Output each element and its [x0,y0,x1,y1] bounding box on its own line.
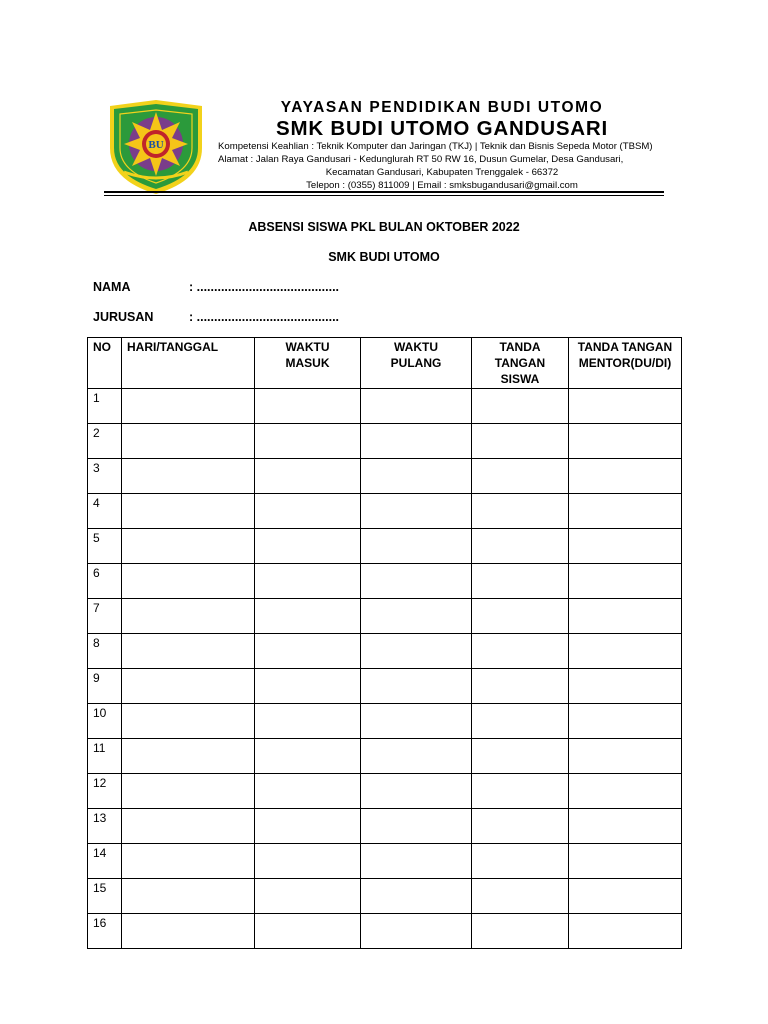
student-signature-cell [472,844,569,879]
table-row [88,459,682,494]
date-cell [122,424,255,459]
time-out-cell [361,844,472,879]
table-row [88,809,682,844]
time-out-cell [361,914,472,949]
row-number-cell: 7 [88,599,122,634]
competency-line: Kompetensi Keahlian : Teknik Komputer dan Jaringan (TKJ) | Teknik dan Bisnis Sepeda Motor (TBSM) [218,141,653,152]
row-number-cell: 10 [88,704,122,739]
table-row [88,424,682,459]
mentor-signature-cell [569,564,682,599]
student-signature-cell [472,634,569,669]
letterhead-text [218,98,666,192]
mentor-signature-cell [569,599,682,634]
time-in-cell [255,844,361,879]
row-number-cell: 12 [88,774,122,809]
time-in-cell [255,879,361,914]
time-in-cell [255,424,361,459]
time-in-cell [255,704,361,739]
row-number-cell: 9 [88,669,122,704]
row-number-cell: 4 [88,494,122,529]
time-in-cell [255,809,361,844]
mentor-signature-cell [569,879,682,914]
table-row [88,599,682,634]
address-line-2: Kecamatan Gandusari, Kabupaten Trenggalek - 66372 [325,167,559,178]
time-in-cell [255,914,361,949]
time-out-cell [361,739,472,774]
time-in-cell [255,459,361,494]
date-cell [122,389,255,424]
date-cell [122,634,255,669]
student-signature-cell [472,529,569,564]
student-signature-cell [472,389,569,424]
student-signature-cell [472,599,569,634]
row-number-cell: 13 [88,809,122,844]
table-header-row [88,338,682,389]
letterhead-rule-thick [104,191,664,193]
letterhead [0,0,768,200]
table-row [88,739,682,774]
field-value: : ......................................... [189,310,340,324]
mentor-signature-cell [569,914,682,949]
mentor-signature-cell [569,774,682,809]
mentor-signature-cell [569,634,682,669]
time-out-cell [361,424,472,459]
school-crest-logo [104,98,208,196]
document-title: ABSENSI SISWA PKL BULAN OKTOBER 2022 [248,220,520,234]
field-label: NAMA [93,280,131,294]
time-out-cell [361,459,472,494]
student-signature-cell [472,879,569,914]
field-nama [93,280,339,294]
time-out-cell [361,879,472,914]
student-signature-cell [472,459,569,494]
student-signature-cell [472,669,569,704]
student-signature-cell [472,424,569,459]
table-row [88,844,682,879]
mentor-signature-cell [569,704,682,739]
time-in-cell [255,774,361,809]
table-row [88,634,682,669]
table-row [88,914,682,949]
date-cell [122,879,255,914]
row-number-cell: 8 [88,634,122,669]
time-out-cell [361,494,472,529]
date-cell [122,914,255,949]
time-in-cell [255,669,361,704]
svg-text:BU: BU [148,139,164,151]
header-time-out: WAKTU PULANG [361,338,472,389]
time-in-cell [255,739,361,774]
mentor-signature-cell [569,389,682,424]
table-row [88,669,682,704]
date-cell [122,459,255,494]
date-cell [122,599,255,634]
date-cell [122,739,255,774]
time-out-cell [361,774,472,809]
row-number-cell: 11 [88,739,122,774]
header-student-signature: TANDA TANGAN SISWA [472,338,569,389]
date-cell [122,844,255,879]
time-in-cell [255,529,361,564]
header-date: HARI/TANGGAL [122,338,255,389]
table-row [88,529,682,564]
header-no: NO [88,338,122,389]
row-number-cell: 3 [88,459,122,494]
table-row [88,389,682,424]
mentor-signature-cell [569,529,682,564]
row-number-cell: 5 [88,529,122,564]
table-row [88,879,682,914]
time-out-cell [361,529,472,564]
student-signature-cell [472,774,569,809]
letterhead-rule-thin [104,195,664,196]
header-mentor-signature: TANDA TANGAN MENTOR(DU/DI) [569,338,682,389]
mentor-signature-cell [569,844,682,879]
table-row [88,704,682,739]
time-out-cell [361,809,472,844]
time-out-cell [361,704,472,739]
attendance-table [87,337,682,949]
mentor-signature-cell [569,669,682,704]
mentor-signature-cell [569,739,682,774]
table-row [88,564,682,599]
student-signature-cell [472,809,569,844]
field-value: : ......................................... [189,280,340,294]
time-out-cell [361,389,472,424]
mentor-signature-cell [569,809,682,844]
student-signature-cell [472,704,569,739]
time-in-cell [255,634,361,669]
student-signature-cell [472,739,569,774]
date-cell [122,564,255,599]
document-subtitle: SMK BUDI UTOMO [328,250,440,264]
time-out-cell [361,634,472,669]
time-in-cell [255,494,361,529]
date-cell [122,809,255,844]
date-cell [122,669,255,704]
field-label: JURUSAN [93,310,154,324]
time-out-cell [361,669,472,704]
student-signature-cell [472,914,569,949]
time-in-cell [255,389,361,424]
time-out-cell [361,564,472,599]
student-signature-cell [472,494,569,529]
table-row [88,494,682,529]
row-number-cell: 1 [88,389,122,424]
address-line-1: Alamat : Jalan Raya Gandusari - Kedunglurah RT 50 RW 16, Dusun Gumelar, Desa Gandusari, [218,154,624,165]
field-jurusan [93,310,339,324]
row-number-cell: 2 [88,424,122,459]
row-number-cell: 6 [88,564,122,599]
row-number-cell: 16 [88,914,122,949]
row-number-cell: 14 [88,844,122,879]
date-cell [122,704,255,739]
mentor-signature-cell [569,459,682,494]
time-out-cell [361,599,472,634]
time-in-cell [255,564,361,599]
table-row [88,774,682,809]
date-cell [122,774,255,809]
header-time-in: WAKTU MASUK [255,338,361,389]
mentor-signature-cell [569,424,682,459]
contact-line: Telepon : (0355) 811009 | Email : smksbugandusari@gmail.com [306,180,578,191]
school-name: SMK BUDI UTOMO GANDUSARI [275,117,608,140]
time-in-cell [255,599,361,634]
foundation-name: YAYASAN PENDIDIKAN BUDI UTOMO [280,99,604,116]
date-cell [122,494,255,529]
mentor-signature-cell [569,494,682,529]
row-number-cell: 15 [88,879,122,914]
date-cell [122,529,255,564]
student-signature-cell [472,564,569,599]
